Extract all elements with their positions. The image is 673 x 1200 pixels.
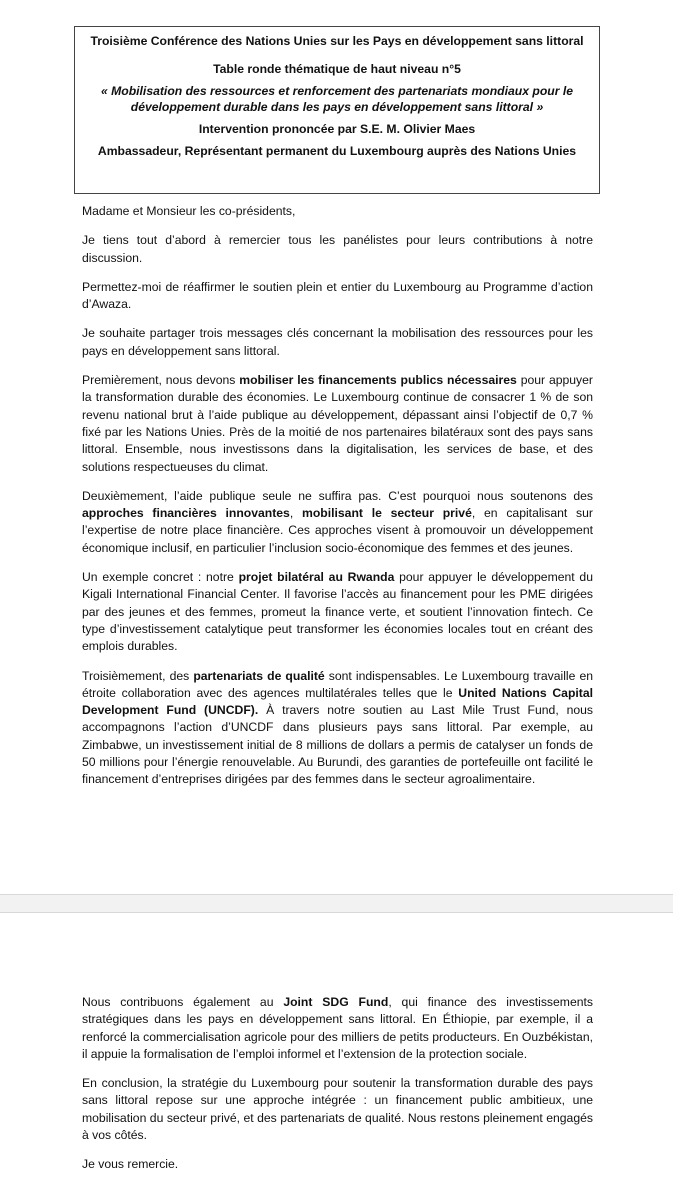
paragraph-messages: Je souhaite partager trois messages clés concernant la mobilisation des ressources pour les pays en développement sans littoral. [82,326,593,358]
speech-body-page-2 [82,994,593,1186]
conference-title: Troisième Conférence des Nations Unies sur les Pays en développement sans littoral [90,34,584,48]
salutation: Madame et Monsieur les co-présidents, [82,204,296,218]
paragraph-rwanda-example: Un exemple concret : notre projet bilatéral au Rwanda pour appuyer le développement du Kigali International Financial Center. Il favorise l’accès au financement pour les PME dirigées par des jeunes et des femmes, promeut la finance verte, et soutient l’innovation fintech. Ce type d’investissement catalytique peut transformer les économies locales tout en créant des emplois durables. [82,570,593,654]
paragraph-third-message: Troisièmement, des partenariats de qualité sont indispensables. Le Luxembourg travaille en étroite collaboration avec des agences multilatérales telles que le United Nations Capital Development Fund (UNCDF). À travers notre soutien au Last Mile Trust Fund, nous accompagnons l’action d’UNCDF dans plusieurs pays sans littoral. Par exemple, au Zimbabwe, un investissement initial de 8 millions de dollars a permis de catalyser un fonds de 50 millions pour l’énergie renouvelable. Au Burundi, des garanties de portefeuille ont facilité le financement d’entreprises dirigées par des femmes dans le secteur agroalimentaire. [82,668,594,787]
speech-body-page-1 [82,203,593,801]
paragraph-thanks: Je tiens tout d’abord à remercier tous les panélistes pour leurs contributions à notre discussion. [82,233,593,265]
roundtable-title: Table ronde thématique de haut niveau n°5 [213,62,461,76]
speaker-title: Ambassadeur, Représentant permanent du Luxembourg auprès des Nations Unies [97,144,577,158]
paragraph-first-message: Premièrement, nous devons mobiliser les financements publics nécessaires pour appuyer la transformation durable des économies. Le Luxembourg continue de consacrer 1 % de son revenu national brut à l’aide publique au développement, dépassant ainsi l’objectif de 0,7 % fixé par les Nations Unies. Près de la moitié de nos partenaires bilatéraux sont des pays sans littoral. Ensemble, nous investissons dans la digitalisation, les services de base, et des solutions respectueuses du climat. [82,373,593,474]
speaker-line: Intervention prononcée par S.E. M. Olivier Maes [198,122,476,136]
roundtable-theme: « Mobilisation des ressources et renforcement des partenariats mondiaux pour le développement durable dans les pays en développement sans littoral » [100,84,574,114]
paragraph-second-message: Deuxièmement, l’aide publique seule ne suffira pas. C’est pourquoi nous soutenons des approches financières innovantes, mobilisant le secteur privé, en capitalisant sur l’expertise de notre place financière. Ces approches visent à promouvoir un développement économique inclusif, en particulier l’inclusion socio-économique des femmes et des jeunes. [82,488,593,555]
paragraph-joint-sdg-fund: Nous contribuons également au Joint SDG Fund, qui finance des investissements stratégiques dans les pays en développement sans littoral. En Éthiopie, par exemple, il a renforcé la commercialisation agricole pour des milliers de petits producteurs. En Ouzbékistan, il appuie la formalisation de l’emploi informel et l’extension de la protection sociale. [82,995,593,1061]
header-box [74,26,600,194]
paragraph-awaza: Permettez-moi de réaffirmer le soutien plein et entier du Luxembourg au Programme d’action d’Awaza. [82,279,593,312]
closing-line: Je vous remercie. [82,1157,179,1172]
paragraph-conclusion: En conclusion, la stratégie du Luxembourg pour soutenir la transformation durable des pays sans littoral repose sur une approche intégrée : un financement public ambitieux, une mobilisation du secteur privé, et des partenariats de qualité. Nous restons pleinement engagés à vos côtés. [82,1076,593,1143]
